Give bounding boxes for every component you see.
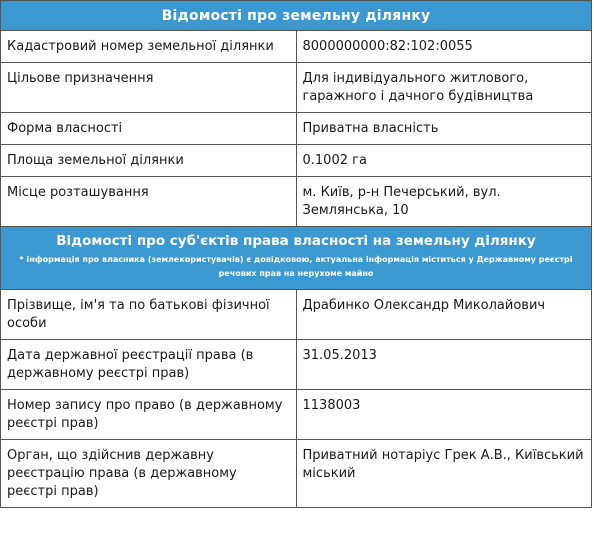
section-note: * інформація про власника (землекористувачів) є довідковою, актуальна інформація міститься у Державному реєстрі речових прав на нерухоме майно (19, 255, 573, 278)
table-row (1, 145, 592, 177)
section-header-row (1, 227, 592, 290)
row-label: Номер запису про право (в державному реєстрі прав) (1, 390, 297, 440)
row-label: Форма власності (1, 113, 297, 145)
row-value: Драбинко Олександр Миколайович (296, 290, 592, 340)
row-label: Дата державної реєстрації права (в державному реєстрі прав) (1, 340, 297, 390)
section-header-row (1, 1, 592, 31)
row-label: Орган, що здійснив державну реєстрацію права (в державному реєстрі прав) (1, 440, 297, 508)
row-value: Для індивідуального житлового, гаражного і дачного будівництва (296, 63, 592, 113)
table-row (1, 31, 592, 63)
row-label: Кадастровий номер земельної ділянки (1, 31, 297, 63)
row-value: 8000000000:82:102:0055 (296, 31, 592, 63)
row-value: м. Київ, р-н Печерський, вул. Землянська, 10 (296, 177, 592, 227)
section-header-owners (1, 227, 592, 290)
row-label: Прізвище, ім'я та по батькові фізичної особи (1, 290, 297, 340)
table-row (1, 63, 592, 113)
table-row (1, 440, 592, 508)
row-value: Приватна власність (296, 113, 592, 145)
section-title-owners: Відомості про суб'єктів права власності на земельну ділянку (56, 233, 536, 249)
table-row (1, 177, 592, 227)
row-value: 31.05.2013 (296, 340, 592, 390)
table-row (1, 290, 592, 340)
row-value: 0.1002 га (296, 145, 592, 177)
row-value: 1138003 (296, 390, 592, 440)
section-title-land: Відомості про земельну ділянку (1, 1, 592, 31)
row-label: Цільове призначення (1, 63, 297, 113)
table-row (1, 113, 592, 145)
row-value: Приватний нотаріус Грек А.В., Київський міський (296, 440, 592, 508)
row-label: Площа земельної ділянки (1, 145, 297, 177)
row-label: Місце розташування (1, 177, 297, 227)
table-row (1, 340, 592, 390)
table-row (1, 390, 592, 440)
